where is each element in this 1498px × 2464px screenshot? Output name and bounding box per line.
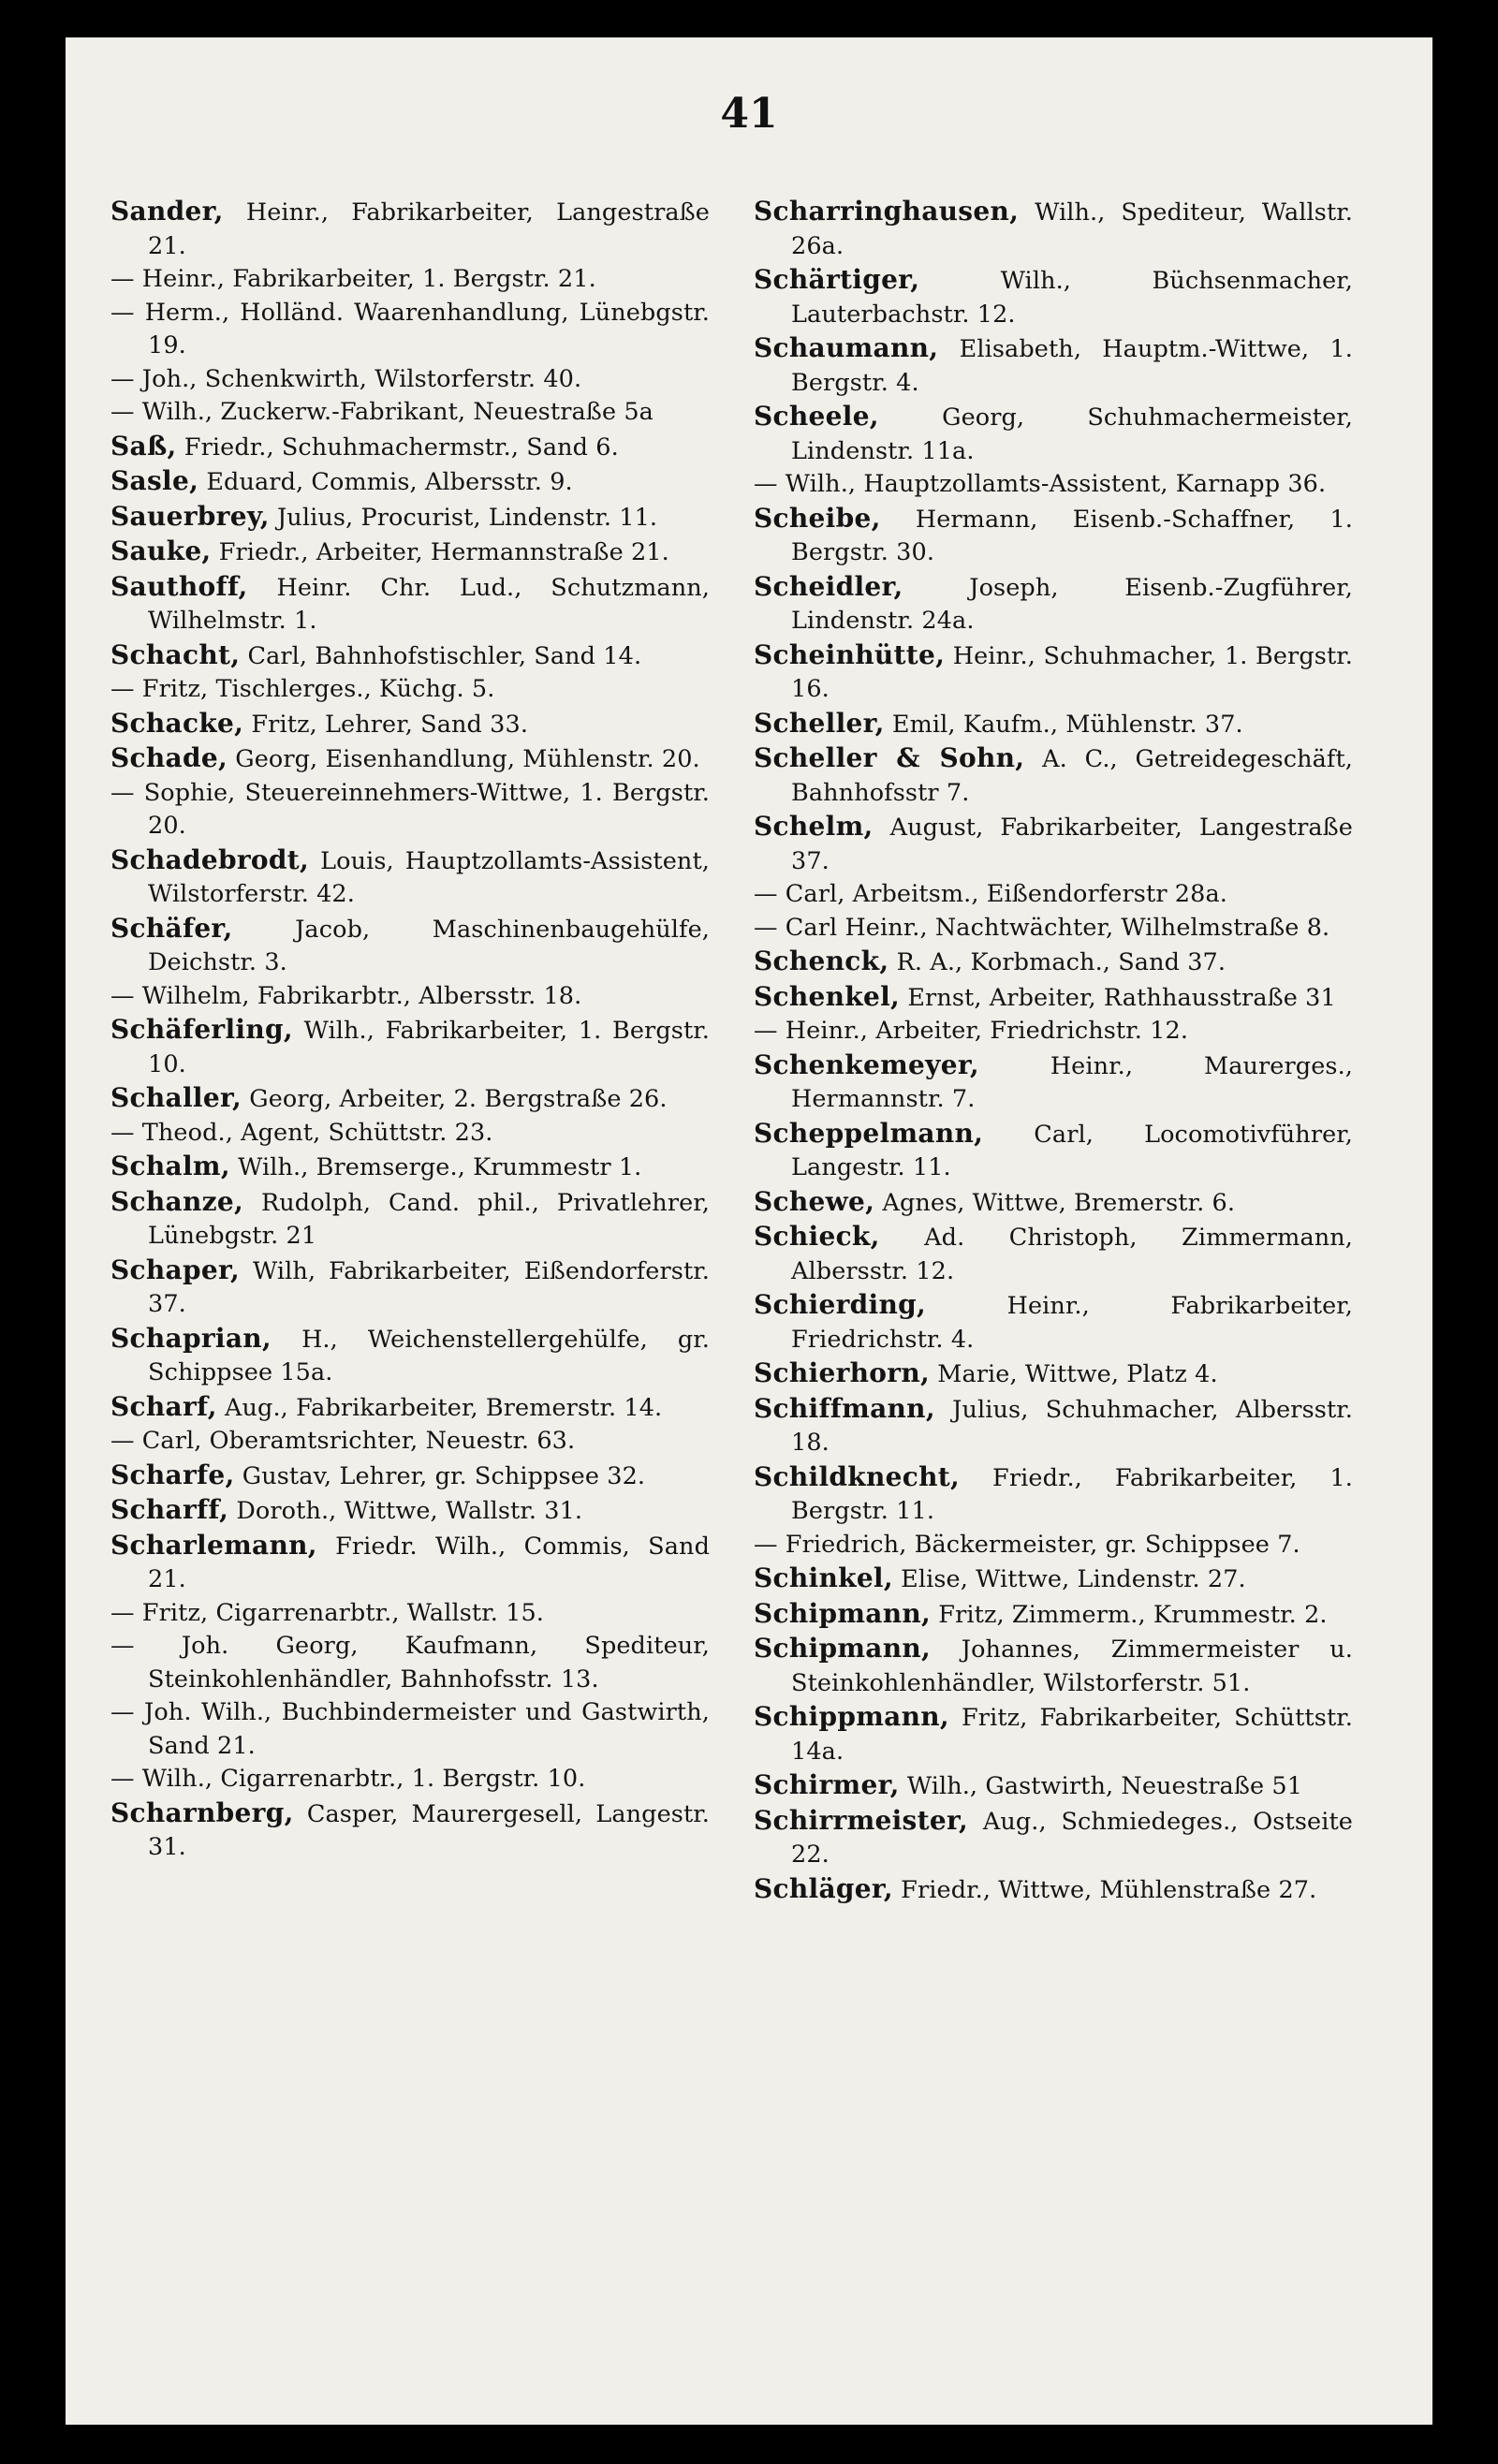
directory-entry — [110, 1390, 710, 1426]
directory-entry — [110, 1696, 710, 1763]
entry-details: Ernst, Arbeiter, Rathhausstraße 31 — [900, 983, 1336, 1012]
entry-details: Joseph, Eisenb.-Zugführer, Lindenstr. 24a. — [791, 573, 1353, 635]
entry-details: — Friedrich, Bäckermeister, gr. Schippsee 7. — [754, 1530, 1300, 1559]
directory-entry — [754, 1872, 1353, 1908]
directory-entry — [754, 1768, 1353, 1804]
directory-entry — [110, 843, 710, 912]
entry-details: Gustav, Lehrer, gr. Schippsee 32. — [234, 1461, 646, 1490]
directory-entry — [110, 1117, 710, 1151]
entry-details: — Herm., Holländ. Waarenhandlung, Lünebgstr. 19. — [110, 298, 710, 359]
entry-details: R. A., Korbmach., Sand 37. — [889, 948, 1226, 976]
entry-details: Agnes, Wittwe, Bremerstr. 6. — [874, 1188, 1236, 1217]
directory-entry — [110, 777, 710, 843]
entry-surname: Schaprian, — [110, 1322, 272, 1354]
directory-entry — [754, 1392, 1353, 1460]
entry-surname: Schenck, — [754, 946, 889, 976]
entry-details: Rudolph, Cand. phil., Privatlehrer, Lünebgstr. 21 — [148, 1188, 710, 1250]
entry-details: Friedr., Fabrikarbeiter, 1. Bergstr. 11. — [791, 1463, 1353, 1525]
page-number: 41 — [720, 90, 778, 138]
entry-surname: Sauerbrey, — [110, 500, 270, 532]
directory-entry — [110, 1150, 710, 1185]
entry-details: Fritz, Lehrer, Sand 33. — [243, 710, 529, 739]
entry-details: August, Fabrikarbeiter, Langestraße 37. — [791, 814, 1353, 875]
directory-entry — [110, 1013, 710, 1081]
entry-details: Wilh., Fabrikarbeiter, 1. Bergstr. 10. — [148, 1017, 710, 1078]
directory-entry — [110, 1322, 710, 1390]
entry-surname: Scheinhütte, — [754, 638, 946, 670]
directory-entry — [110, 1529, 710, 1597]
entry-surname: Schiffmann, — [754, 1392, 935, 1424]
directory-entry — [110, 1185, 710, 1254]
directory-entry — [754, 1185, 1353, 1221]
entry-details: Marie, Wittwe, Platz 4. — [930, 1360, 1218, 1388]
entry-details: — Theod., Agent, Schüttstr. 23. — [110, 1118, 493, 1147]
entry-surname: Scheller, — [754, 707, 885, 739]
directory-entry — [754, 331, 1353, 400]
entry-surname: Schäferling, — [110, 1014, 293, 1045]
entry-details: Wilh., Bremserge., Krummestr 1. — [229, 1153, 642, 1181]
entry-surname: Saß, — [110, 430, 177, 462]
entry-surname: Schaumann, — [754, 332, 939, 363]
directory-entry — [754, 195, 1353, 263]
entry-surname: Sander, — [110, 196, 224, 227]
entry-surname: Scheppelmann, — [754, 1117, 984, 1149]
directory-entry — [110, 1459, 710, 1494]
directory-entry — [110, 1493, 710, 1529]
entry-details: — Carl, Oberamtsrichter, Neuestr. 63. — [110, 1427, 576, 1455]
directory-entry — [110, 1254, 710, 1322]
entry-details: Fritz, Zimmerm., Krummestr. 2. — [931, 1600, 1328, 1629]
entry-details: — Sophie, Steuereinnehmers-Wittwe, 1. Bergstr. 20. — [110, 778, 710, 840]
entry-surname: Schenkel, — [754, 980, 901, 1012]
entry-surname: Schäfer, — [110, 912, 233, 944]
entry-surname: Schade, — [110, 742, 228, 773]
entry-surname: Schipmann, — [754, 1633, 932, 1664]
entry-details: Doroth., Wittwe, Wallstr. 31. — [228, 1497, 583, 1525]
entry-surname: Schalm, — [110, 1151, 230, 1181]
entry-surname: Schildknecht, — [754, 1460, 961, 1492]
entry-details: — Joh. Wilh., Buchbindermeister und Gastwirth, Sand 21. — [110, 1698, 710, 1760]
entry-surname: Scharfe, — [110, 1459, 235, 1490]
entry-details: Wilh., Gastwirth, Neuestraße 51 — [899, 1772, 1303, 1800]
directory-entry — [754, 741, 1353, 810]
directory-entry — [110, 263, 710, 297]
directory-entry — [754, 1562, 1353, 1597]
entry-details: — Carl Heinr., Nachtwächter, Wilhelmstraße 8. — [754, 913, 1330, 942]
left-column — [110, 195, 710, 1865]
entry-details: Casper, Maurergesell, Langestr. 31. — [148, 1799, 710, 1861]
entry-details: Aug., Fabrikarbeiter, Bremerstr. 14. — [216, 1393, 663, 1422]
entry-details: Friedr. Wilh., Commis, Sand 21. — [148, 1532, 710, 1593]
directory-entry — [110, 297, 710, 363]
entry-details: — Wilh., Cigarrenarbtr., 1. Bergstr. 10. — [110, 1765, 586, 1793]
entry-details: Hermann, Eisenb.-Schaffner, 1. Bergstr. 30. — [791, 505, 1353, 566]
entry-details: — Fritz, Cigarrenarbtr., Wallstr. 15. — [110, 1598, 544, 1627]
entry-details: Emil, Kaufm., Mühlenstr. 37. — [884, 710, 1243, 739]
directory-entry — [754, 912, 1353, 946]
entry-details: Georg, Eisenhandlung, Mühlenstr. 20. — [228, 745, 700, 773]
directory-entry — [754, 1700, 1353, 1768]
entry-surname: Scharnberg, — [110, 1797, 294, 1828]
entry-surname: Scharlemann, — [110, 1529, 317, 1561]
entry-surname: Scheibe, — [754, 502, 881, 534]
entry-surname: Schirrmeister, — [754, 1804, 969, 1836]
directory-entry — [754, 263, 1353, 331]
entry-details: — Wilh., Hauptzollamts-Assistent, Karnapp 36. — [754, 470, 1327, 498]
directory-entry — [754, 1632, 1353, 1700]
directory-entry — [754, 1220, 1353, 1288]
entry-details: Aug., Schmiedeges., Ostseite 22. — [791, 1807, 1353, 1869]
directory-entry — [110, 396, 710, 430]
entry-surname: Schanze, — [110, 1185, 243, 1217]
directory-entry — [754, 1357, 1353, 1392]
entry-details: Georg, Arbeiter, 2. Bergstraße 26. — [242, 1085, 668, 1113]
entry-surname: Schirmer, — [754, 1769, 900, 1800]
directory-entry — [110, 980, 710, 1014]
directory-entry — [110, 673, 710, 707]
directory-entry — [110, 430, 710, 465]
entry-details: — Wilh., Zuckerw.-Fabrikant, Neuestraße 5a — [110, 398, 654, 426]
directory-entry — [110, 195, 710, 263]
directory-page — [66, 37, 1432, 2425]
directory-entry — [754, 878, 1353, 912]
directory-entry — [754, 1597, 1353, 1633]
entry-surname: Schaper, — [110, 1254, 241, 1285]
entry-details: Heinr., Fabrikarbeiter, Langestraße 21. — [148, 198, 710, 260]
entry-details: Fritz, Fabrikarbeiter, Schüttstr. 14a. — [791, 1704, 1353, 1766]
entry-details: Carl, Locomotivführer, Langestr. 11. — [791, 1120, 1353, 1181]
entry-details: Carl, Bahnhofstischler, Sand 14. — [240, 641, 642, 670]
entry-details: Elisabeth, Hauptm.-Wittwe, 1. Bergstr. 4. — [791, 335, 1353, 397]
entry-details: Julius, Procurist, Lindenstr. 11. — [269, 503, 658, 532]
entry-details: Georg, Schuhmachermeister, Lindenstr. 11a. — [791, 403, 1353, 465]
entry-surname: Schieck, — [754, 1221, 880, 1252]
entry-surname: Schinkel, — [754, 1562, 893, 1593]
directory-entry — [110, 1630, 710, 1696]
entry-surname: Schaller, — [110, 1082, 242, 1113]
entry-details: — Fritz, Tischlerges., Küchg. 5. — [110, 675, 495, 703]
entry-details: Friedr., Wittwe, Mühlenstraße 27. — [892, 1875, 1317, 1904]
entry-surname: Schärtiger, — [754, 264, 920, 295]
entry-details: Heinr., Maurerges., Hermannstr. 7. — [791, 1051, 1353, 1113]
entry-surname: Schenkemeyer, — [754, 1049, 979, 1080]
entry-details: — Heinr., Arbeiter, Friedrichstr. 12. — [754, 1017, 1189, 1045]
entry-details: Johannes, Zimmermeister u. Steinkohlenhändler, Wilstorferstr. 51. — [791, 1635, 1353, 1697]
entry-details: Heinr., Schuhmacher, 1. Bergstr. 16. — [791, 641, 1353, 703]
entry-details: Jacob, Maschinenbaugehülfe, Deichstr. 3. — [148, 915, 710, 976]
directory-entry — [754, 468, 1353, 502]
entry-surname: Schläger, — [754, 1872, 893, 1904]
directory-entry — [754, 707, 1353, 742]
directory-entry — [754, 638, 1353, 707]
entry-details: Friedr., Arbeiter, Hermannstraße 21. — [211, 538, 669, 566]
directory-entry — [110, 1763, 710, 1797]
entry-details: Julius, Schuhmacher, Albersstr. 18. — [791, 1395, 1353, 1457]
directory-entry — [110, 500, 710, 535]
directory-entry — [110, 912, 710, 980]
directory-entry — [754, 1015, 1353, 1049]
directory-entry — [754, 1804, 1353, 1872]
directory-entry — [110, 570, 710, 638]
entry-details: Wilh., Spediteur, Wallstr. 26a. — [791, 198, 1353, 260]
directory-entry — [110, 1597, 710, 1631]
directory-entry — [110, 707, 710, 742]
entry-surname: Scharringhausen, — [754, 196, 1020, 227]
entry-surname: Schippmann, — [754, 1701, 949, 1732]
entry-details: Heinr. Chr. Lud., Schutzmann, Wilhelmstr. 1. — [148, 573, 710, 635]
entry-details: — Heinr., Fabrikarbeiter, 1. Bergstr. 21. — [110, 265, 596, 293]
entry-details: — Wilhelm, Fabrikarbtr., Albersstr. 18. — [110, 981, 582, 1010]
directory-entry — [110, 535, 710, 570]
entry-surname: Scheidler, — [754, 570, 903, 602]
entry-details: Elise, Wittwe, Lindenstr. 27. — [892, 1565, 1246, 1593]
entry-surname: Schadebrodt, — [110, 843, 310, 875]
entry-surname: Scheele, — [754, 401, 879, 432]
directory-entry — [754, 945, 1353, 980]
entry-details: Friedr., Schuhmachermstr., Sand 6. — [176, 433, 619, 462]
entry-surname: Schelm, — [754, 811, 874, 842]
entry-details: Wilh., Büchsenmacher, Lauterbachstr. 12. — [791, 267, 1353, 329]
entry-details: Ad. Christoph, Zimmermann, Albersstr. 12. — [791, 1224, 1353, 1285]
entry-surname: Schipmann, — [754, 1597, 932, 1629]
entry-surname: Schewe, — [754, 1185, 875, 1217]
entry-details: — Joh. Georg, Kaufmann, Spediteur, Steinkohlenhändler, Bahnhofsstr. 13. — [110, 1632, 710, 1694]
entry-details: Eduard, Commis, Albersstr. 9. — [198, 468, 573, 496]
directory-entry — [754, 1288, 1353, 1357]
directory-entry — [110, 1081, 710, 1117]
directory-entry — [110, 464, 710, 500]
entry-details: A. C., Getreidegeschäft, Bahnhofsstr 7. — [791, 745, 1353, 807]
directory-entry — [754, 1460, 1353, 1529]
entry-surname: Schierding, — [754, 1289, 927, 1320]
directory-entry — [754, 570, 1353, 638]
entry-surname: Sasle, — [110, 465, 199, 496]
entry-surname: Sauke, — [110, 535, 212, 566]
directory-entry — [110, 638, 710, 674]
entry-details: Heinr., Fabrikarbeiter, Friedrichstr. 4. — [791, 1292, 1353, 1354]
entry-details: Wilh, Fabrikarbeiter, Eißendorferstr. 37. — [148, 1256, 710, 1318]
directory-entry — [110, 363, 710, 397]
directory-entry — [754, 1049, 1353, 1117]
entry-details: — Carl, Arbeitsm., Eißendorferstr 28a. — [754, 880, 1227, 908]
directory-entry — [754, 810, 1353, 878]
directory-entry — [110, 1425, 710, 1459]
entry-surname: Scheller & Sohn, — [754, 742, 1025, 773]
directory-entry — [110, 741, 710, 777]
directory-entry — [754, 400, 1353, 468]
entry-surname: Schacke, — [110, 707, 244, 739]
entry-surname: Scharff, — [110, 1494, 229, 1525]
entry-surname: Schacht, — [110, 638, 241, 670]
entry-surname: Sauthoff, — [110, 570, 248, 602]
entry-surname: Scharf, — [110, 1390, 217, 1422]
entry-details: — Joh., Schenkwirth, Wilstorferstr. 40. — [110, 364, 582, 393]
directory-entry — [754, 1529, 1353, 1562]
directory-entry — [754, 980, 1353, 1016]
directory-entry — [754, 502, 1353, 570]
directory-entry — [110, 1797, 710, 1865]
entry-details: Louis, Hauptzollamts-Assistent, Wilstorferstr. 42. — [148, 846, 710, 908]
entry-surname: Schierhorn, — [754, 1357, 931, 1388]
directory-entry — [754, 1117, 1353, 1185]
right-column — [754, 195, 1353, 1907]
entry-details: H., Weichenstellergehülfe, gr. Schippsee 15a. — [148, 1325, 710, 1386]
